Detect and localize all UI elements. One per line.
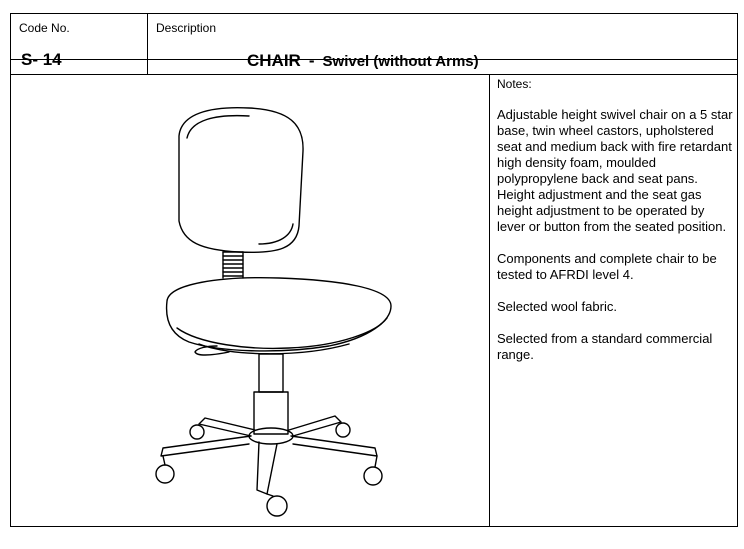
page-title (247, 51, 479, 71)
code-value: S- 14 (21, 50, 62, 69)
castor (190, 425, 204, 439)
backrest (179, 108, 303, 253)
swivel-chair-icon (139, 106, 401, 518)
backrest-inner-edge (187, 116, 293, 244)
notes-paragraph (497, 107, 735, 235)
notes-label: Notes: (497, 77, 532, 91)
base-leg (289, 416, 341, 436)
notes-line: Adjustable height swivel chair on a 5 star base, twin wheel castors, upholstered seat and medium back with fire retardant high density foam, moulded polypropylene back and seat pans. (497, 107, 733, 186)
base-leg (161, 436, 251, 456)
seat (167, 278, 391, 351)
base-leg (257, 442, 277, 494)
castor (364, 467, 382, 485)
specification-sheet (10, 13, 738, 527)
code-column-divider (147, 14, 148, 74)
castors (156, 423, 382, 516)
description-label: Description (156, 21, 217, 35)
base-leg (199, 418, 255, 436)
code-label: Code No. (19, 21, 70, 35)
notes-body (497, 107, 735, 379)
notes-paragraph: Components and complete chair to be tested to AFRDI level 4. (497, 251, 717, 282)
seat-edge (177, 318, 387, 348)
gas-column-upper (259, 354, 283, 392)
base-leg (291, 436, 377, 456)
title-sub: Swivel (without Arms) (322, 53, 479, 70)
castor (156, 465, 174, 483)
notes-line: Height adjustment and the seat gas height adjustment to be operated by lever or button from the seated position. (497, 187, 727, 234)
castor (336, 423, 350, 437)
notes-paragraph: Selected wool fabric. (497, 299, 617, 314)
base-hub (249, 428, 293, 444)
notes-paragraph: Selected from a standard commercial range. (497, 331, 713, 362)
notes-column-divider (489, 74, 490, 526)
title-main: CHAIR (247, 51, 301, 70)
title-divider (11, 74, 737, 75)
castor (267, 496, 287, 516)
back-spring (223, 252, 243, 278)
title-separator: - (308, 51, 315, 70)
